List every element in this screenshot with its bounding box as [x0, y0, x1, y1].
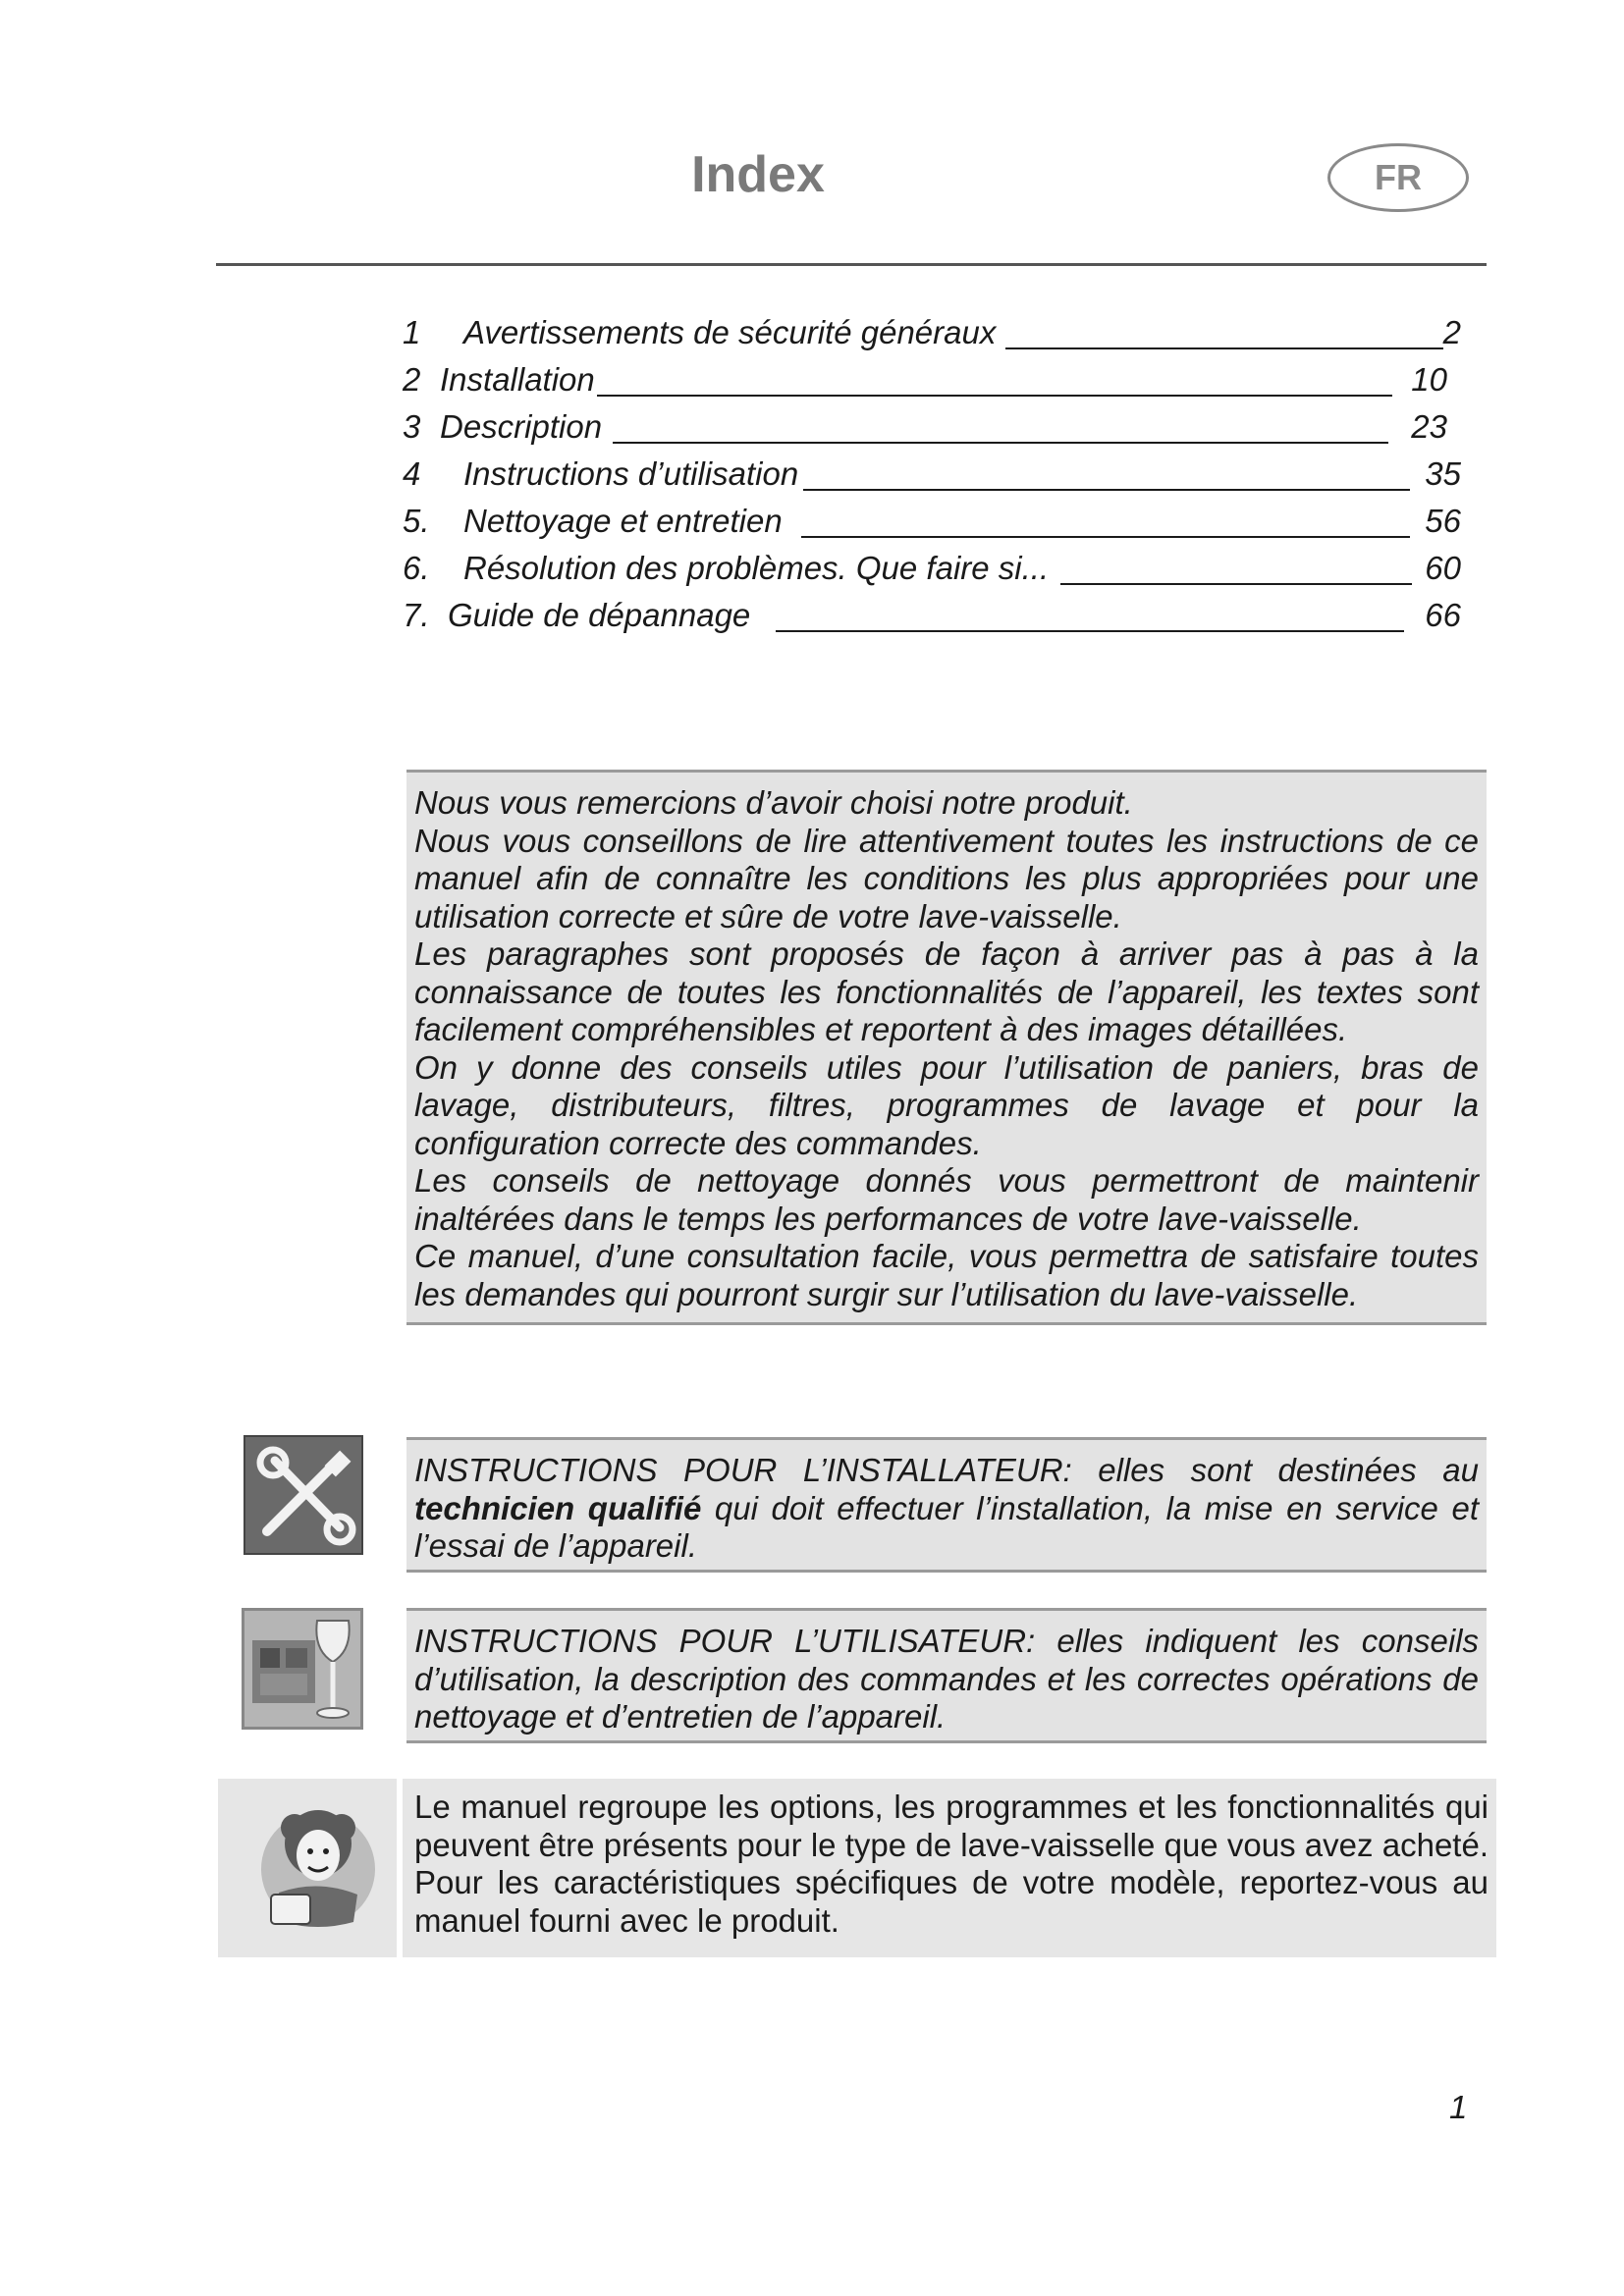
- toc-label: Résolution des problèmes. Que faire si...: [463, 550, 1050, 586]
- language-badge-label: FR: [1375, 157, 1422, 197]
- toc-number: 7.: [403, 597, 430, 633]
- language-badge: [1327, 143, 1469, 212]
- toc-page: 2: [1442, 314, 1461, 350]
- intro-paragraph-1: Nous vous remercions d’avoir choisi notre produit.: [414, 784, 1133, 821]
- intro-paragraph-4: On y donne des conseils utiles pour l’utilisation de paniers, bras de lavage, distributeurs, filtres, programmes de lavage et pour la configuration correcte des commandes.: [414, 1048, 1479, 1161]
- toc-entry-7[interactable]: [403, 589, 1461, 636]
- toc-leader: [1005, 347, 1443, 349]
- note-text: Le manuel regroupe les options, les programmes et les fonctionnalités qui peuvent être présents pour le type de lave-vaisselle que vous avez acheté. Pour les caractéristiques spécifiques de votre modèle, reportez-vous au manuel fourni avec le produit.: [414, 1789, 1489, 1939]
- toc-leader: [803, 489, 1410, 491]
- toc-page: 10: [1411, 361, 1447, 398]
- intro-box: [406, 770, 1487, 1325]
- toc-label: Installation: [440, 361, 595, 398]
- toc-label: Description: [440, 408, 603, 445]
- toc-entry-6[interactable]: [403, 542, 1461, 589]
- toc-leader: [613, 442, 1388, 444]
- toc-label: Instructions d’utilisation: [463, 455, 799, 492]
- toc-leader: [597, 395, 1392, 397]
- toc-page: 66: [1425, 597, 1461, 633]
- toc-number: 3: [403, 408, 421, 445]
- toc-entry-5[interactable]: [403, 495, 1461, 542]
- table-of-contents: [403, 306, 1461, 636]
- installer-instructions-box: [406, 1437, 1487, 1573]
- toc-number: 1: [403, 314, 421, 350]
- header-divider: [216, 263, 1487, 266]
- wrench-screwdriver-icon: [244, 1435, 363, 1555]
- toc-label: Guide de dépannage: [448, 597, 751, 633]
- toc-number: 2: [403, 361, 421, 398]
- mascot-icon: [236, 1785, 391, 1940]
- toc-page: 56: [1425, 503, 1461, 539]
- installer-text-post: qui doit effectuer l’installation, la mise en service et l’essai de l’appareil.: [414, 1489, 1479, 1564]
- wine-glass-icon: [242, 1608, 363, 1730]
- toc-label: Nettoyage et entretien: [463, 503, 783, 539]
- toc-leader: [776, 630, 1404, 632]
- toc-page: 23: [1411, 408, 1447, 445]
- intro-paragraph-2: Nous vous conseillons de lire attentivement toutes les instructions de ce manuel afin de connaître les conditions les plus appropriées pour une utilisation correcte et sûre de votre lave-vaisselle.: [414, 822, 1479, 934]
- page-number: 1: [1449, 2089, 1468, 2125]
- toc-leader: [1060, 583, 1412, 585]
- intro-paragraph-5: Les conseils de nettoyage donnés vous permettront de maintenir inaltérées dans le temps les performances de votre lave-vaisselle.: [414, 1162, 1479, 1237]
- toc-entry-1[interactable]: [403, 306, 1461, 353]
- toc-page: 35: [1425, 455, 1461, 492]
- user-instructions-text: INSTRUCTIONS POUR L’UTILISATEUR: elles indiquent les conseils d’utilisation, la description des commandes et les correctes opérations de nettoyage et d’entretien de l’appareil.: [414, 1623, 1479, 1735]
- toc-entry-2[interactable]: [403, 353, 1461, 400]
- toc-number: 5.: [403, 503, 430, 539]
- toc-label: Avertissements de sécurité généraux: [463, 314, 997, 350]
- toc-page: 60: [1425, 550, 1461, 586]
- installer-instructions-text: [414, 1452, 1479, 1566]
- toc-entry-4[interactable]: [403, 448, 1461, 495]
- note-box: [403, 1779, 1496, 1957]
- installer-text-bold: technicien qualifié: [414, 1489, 702, 1526]
- installer-text-pre: INSTRUCTIONS POUR L’INSTALLATEUR: elles sont destinées au: [414, 1452, 1479, 1488]
- toc-number: 4: [403, 455, 421, 492]
- page-title: Index: [691, 146, 825, 203]
- toc-entry-3[interactable]: [403, 400, 1461, 448]
- intro-paragraph-3: Les paragraphes sont proposés de façon à arriver pas à pas à la connaissance de toutes les fonctionnalités de l’appareil, les textes sont facilement compréhensibles et reportent à des images détaillées.: [414, 935, 1479, 1047]
- intro-paragraph-6: Ce manuel, d’une consultation facile, vous permettra de satisfaire toutes les demandes qui pourront surgir sur l’utilisation du lave-vaisselle.: [414, 1238, 1479, 1312]
- toc-leader: [801, 536, 1410, 538]
- user-instructions-box: [406, 1608, 1487, 1743]
- toc-number: 6.: [403, 550, 430, 586]
